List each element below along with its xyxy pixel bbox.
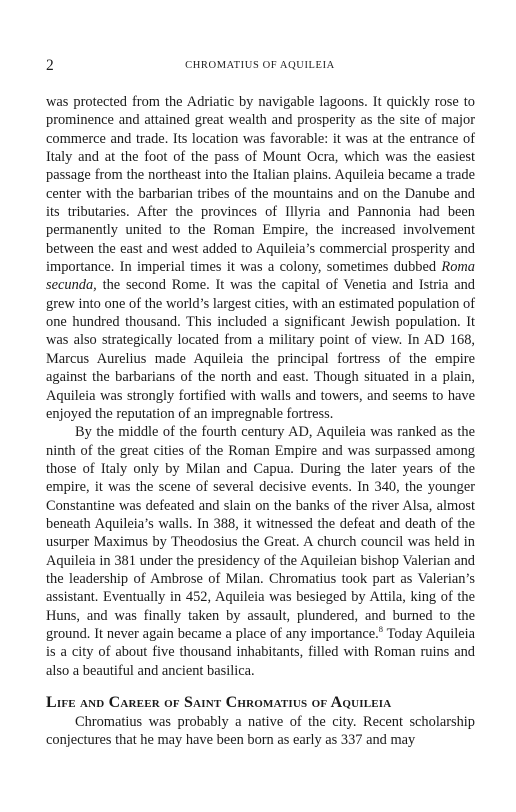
running-title: CHROMATIUS OF AQUILEIA bbox=[185, 60, 335, 71]
footnote-ref[interactable]: 8 bbox=[378, 624, 384, 635]
section-paragraph-1: Chromatius was probably a native of the city. Recent scholarship conjectures that he may have been born as early as 337 and may bbox=[46, 714, 475, 749]
paragraph-2 bbox=[46, 423, 475, 680]
section-body bbox=[46, 713, 475, 750]
paragraph-2-text-end: Today Aquileia is a city of about five thousand inhabitants, filled with Roman ruins and also a beautiful and ancient basilica. bbox=[46, 625, 476, 679]
page-number: 2 bbox=[46, 57, 54, 74]
body-text bbox=[46, 93, 475, 680]
running-head bbox=[46, 56, 474, 76]
paragraph-1 bbox=[46, 93, 475, 423]
section-heading: Life and Career of Saint Chromatius of Aquileia bbox=[46, 694, 392, 712]
paragraph-1-text-end: the second Rome. It was the capital of Venetia and Istria and grew into one of the world’s largest cities, with an estimated population of one hundred thousand. This included a significant Jewish population. It was also strategically located from a military point of view. In AD 168, Marcus Aurelius made Aquileia the principal fortress of the empire against the barbarians of the north and east. Though situated in a plain, Aquileia was strongly fortified with walls and towers, and seems to have enjoyed the reputation of an impregnable fortress. bbox=[46, 277, 475, 422]
paragraph-1-text: was protected from the Adriatic by navigable lagoons. It quickly rose to prominence and attained great wealth and prosperity as the site of major commerce and trade. Its location was favorable: it was at the entrance of Italy and at the foot of the pass of Mount Ocra, which was the easiest passage from the northeast into the Italian plains. Aquileia became a trade center with the barbarian tribes of the mountains and on the Danube and its tributaries. After the provinces of Illyria and Pannonia had been permanently united to the Roman Empire, the increased involvement between the east and west added to Aquileia’s commercial prosperity and importance. In imperial times it was a colony, sometimes dubbed bbox=[46, 94, 475, 276]
paragraph-1-italic: Roma secunda, bbox=[46, 259, 475, 294]
paragraph-2-text: By the middle of the fourth century AD, Aquileia was ranked as the ninth of the great cities of the Roman Empire and was surpassed among those of Italy only by Milan and Capua. During the later years of the empire, it was the scene of several decisive events. In 340, the younger Constantine was defeated and slain on the banks of the river Alsa, almost beneath Aquileia’s walls. In 388, it witnessed the defeat and death of the usurper Maximus by Theodosius the Great. A church council was held in Aquileia in 381 under the presidency of the Aquileian bishop Valerian and the leadership of Ambrose of Milan. Chromatius took part as Valerian’s assistant. Eventually in 452, Aquileia was besieged by Attila, king of the Huns, and was finally taken by assault, plundered, and burned to the ground. It never again became a place of any importance. bbox=[46, 424, 475, 642]
